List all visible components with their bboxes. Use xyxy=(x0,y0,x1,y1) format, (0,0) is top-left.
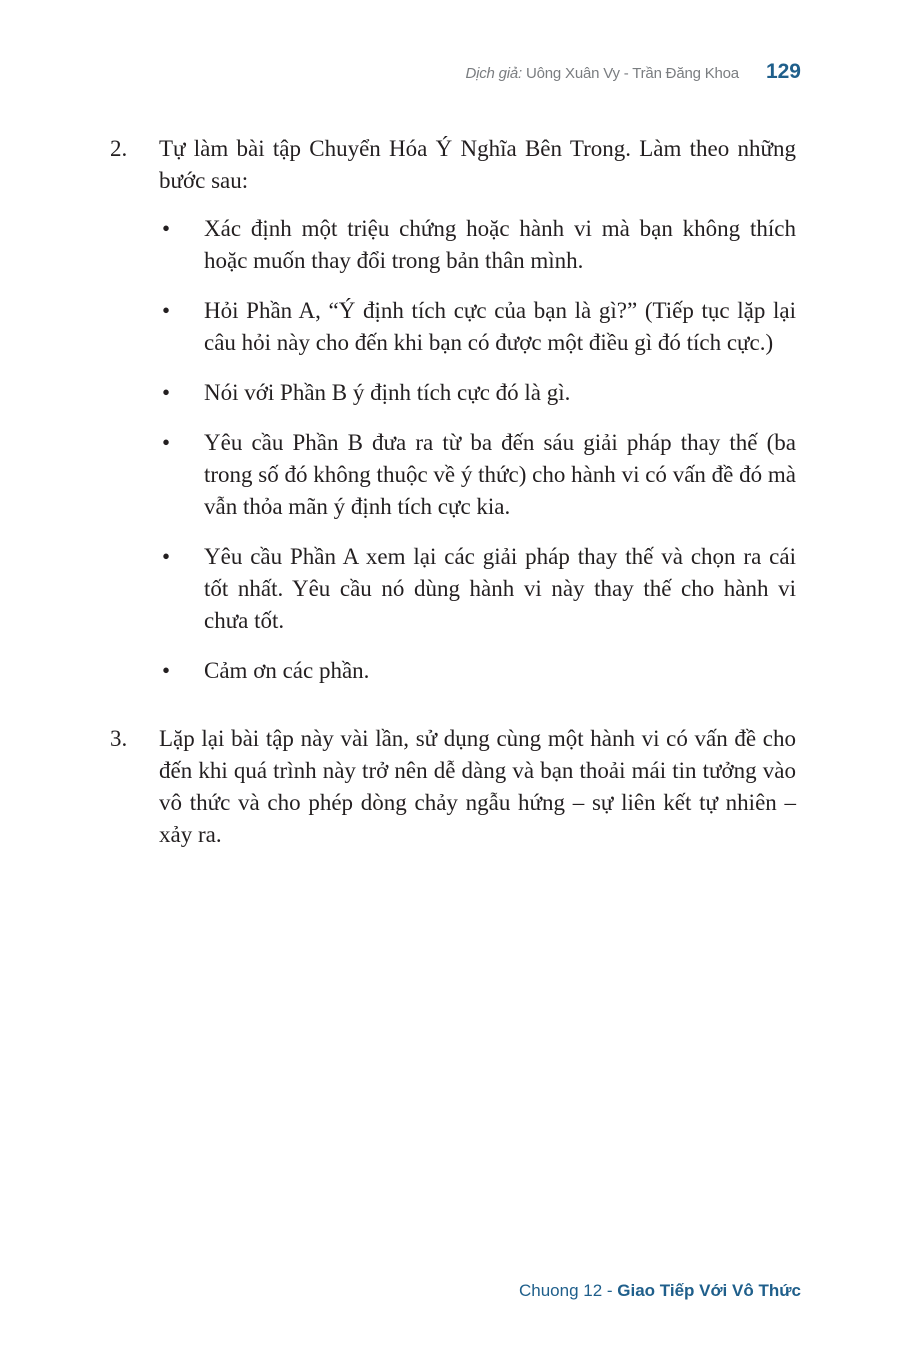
translator-label: Dịch giả: xyxy=(465,65,523,82)
step-text: Hỏi Phần A, “Ý định tích cực của bạn là gì?” (Tiếp tục lặp lại câu hỏi này cho đến khi bạn có được một điều gì đó tích cực.) xyxy=(204,298,796,355)
item-body xyxy=(159,723,796,851)
bullet-icon: • xyxy=(162,216,171,241)
step-item xyxy=(159,427,796,523)
chapter-label: Chuong 12 - xyxy=(518,1281,618,1300)
running-header xyxy=(465,60,801,84)
bullet-icon: • xyxy=(162,658,171,683)
running-footer xyxy=(519,1281,801,1301)
item-lead-text: Tự làm bài tập Chuyển Hóa Ý Nghĩa Bên Trong. Làm theo những bước sau: xyxy=(159,136,796,193)
bullet-icon: • xyxy=(162,298,171,323)
step-text: Yêu cầu Phần B đưa ra từ ba đến sáu giải pháp thay thế (ba trong số đó không thuộc về ý thức) cho hành vi có vấn đề đó mà vẫn thỏa mãn ý định tích cực kia. xyxy=(204,430,796,519)
step-text: Yêu cầu Phần A xem lại các giải pháp thay thế và chọn ra cái tốt nhất. Yêu cầu nó dùng hành vi này thay thế cho hành vi chưa tốt. xyxy=(204,544,796,633)
numbered-item-3 xyxy=(110,723,796,851)
page-body xyxy=(110,133,796,869)
step-item xyxy=(159,655,796,687)
chapter-title: Giao Tiếp Với Vô Thức xyxy=(617,1281,801,1300)
step-item xyxy=(159,541,796,637)
bullet-icon: • xyxy=(162,430,171,455)
step-item xyxy=(159,295,796,359)
page-number: 129 xyxy=(765,60,801,83)
item-body xyxy=(159,133,796,705)
step-text: Nói với Phần B ý định tích cực đó là gì. xyxy=(204,380,571,405)
step-text: Xác định một triệu chứng hoặc hành vi mà bạn không thích hoặc muốn thay đổi trong bản thân mình. xyxy=(204,216,796,273)
step-text: Cảm ơn các phần. xyxy=(204,658,370,683)
step-item xyxy=(159,377,796,409)
step-item xyxy=(159,213,796,277)
step-list xyxy=(159,213,796,687)
bullet-icon: • xyxy=(162,544,171,569)
bullet-icon: • xyxy=(162,380,171,405)
item-lead-text: Lặp lại bài tập này vài lần, sử dụng cùng một hành vi có vấn đề cho đến khi quá trình này trở nên dễ dàng và bạn thoải mái tin tưởng vào vô thức và cho phép dòng chảy ngẫu hứng – sự liên kết tự nhiên – xảy ra. xyxy=(159,726,796,847)
numbered-item-2 xyxy=(110,133,796,705)
item-number: 2. xyxy=(110,136,128,161)
item-number: 3. xyxy=(110,726,128,751)
translator-credit xyxy=(465,65,738,82)
translator-names: Uông Xuân Vy - Trần Đăng Khoa xyxy=(526,65,739,82)
